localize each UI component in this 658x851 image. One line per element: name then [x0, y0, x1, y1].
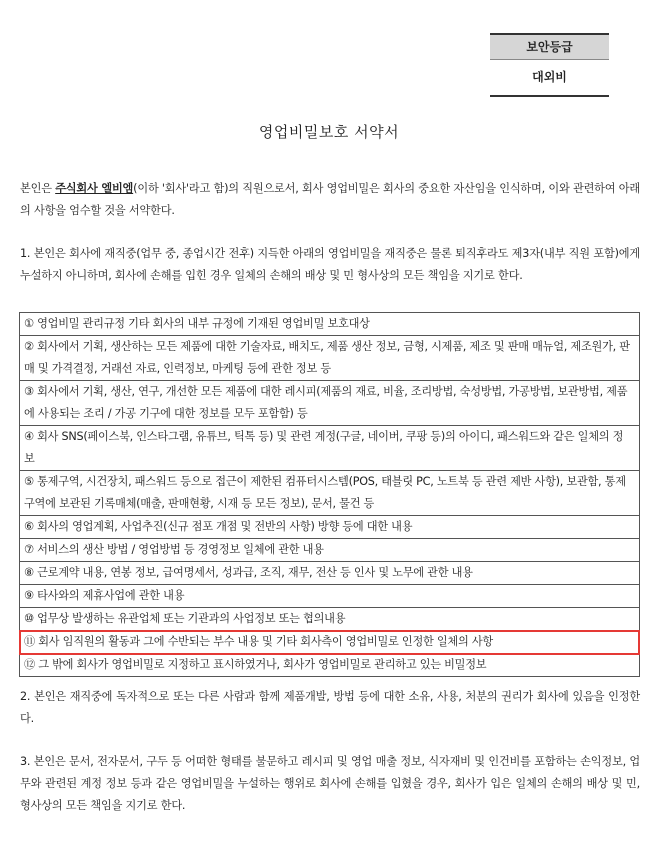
secret-items-box: [19, 312, 640, 677]
list-item: ⑩ 업무상 발생하는 유관업체 또는 기관과의 사업정보 또는 협의내용: [20, 608, 639, 631]
list-item: ② 회사에서 기획, 생산하는 모든 제품에 대한 기술자료, 배치도, 제품 생산 정보, 금형, 시제품, 제조 및 판매 매뉴얼, 제조원가, 판매 및 가격결정, 거래선 자료, 인력정보, 마케팅 등에 관한 정보 등: [20, 336, 639, 381]
clause-2: 2. 본인은 재직중에 독자적으로 또는 다른 사람과 함께 제품개발, 방법 등에 대한 소유, 사용, 처분의 권리가 회사에 있음을 인정한다.: [20, 690, 640, 725]
security-grade-value: 대외비: [532, 70, 567, 84]
list-item: ⑧ 근로계약 내용, 연봉 정보, 급여명세서, 성과급, 조직, 재무, 전산 등 인사 및 노무에 관한 내용: [20, 562, 639, 585]
intro-post: (이하 '회사'라고 함)의 직원으로서, 회사 영업비밀은 회사의 중요한 자산임을 인식하며, 이와 관련하여 아래의 사항을 엄수할 것을 서약한다.: [20, 182, 640, 217]
list-item: ① 영업비밀 관리규정 기타 회사의 내부 규정에 기재된 영업비밀 보호대상: [20, 313, 639, 336]
list-item: ⑥ 회사의 영업계획, 사업추진(신규 점포 개점 및 전반의 사항) 방향 등에 대한 내용: [20, 516, 639, 539]
security-grade-label: 보안등급: [490, 35, 609, 60]
company-name: 주식회사 엘비엠: [55, 182, 134, 195]
list-item: ④ 회사 SNS(페이스북, 인스타그램, 유튜브, 틱톡 등) 및 관련 계정(구글, 네이버, 쿠팡 등)의 아이디, 패스워드와 같은 일체의 정보: [20, 426, 639, 471]
document-title: 영업비밀보호 서약서: [258, 123, 400, 141]
list-item: ⑤ 통제구역, 시건장치, 패스워드 등으로 접근이 제한된 컴퓨터시스템(POS, 태블릿 PC, 노트북 등 관련 제반 사항), 보관함, 통제구역에 보관된 기록매체(매출, 판매현황, 시재 등 모든 정보), 문서, 물건 등: [20, 471, 639, 516]
intro-paragraph: [20, 178, 640, 222]
list-item: ③ 회사에서 기획, 생산, 연구, 개선한 모든 제품에 대한 레시피(제품의 재료, 비율, 조리방법, 숙성방법, 가공방법, 보관방법, 제품에 사용되는 조리 / 가공 기구에 대한 정보를 모두 포함함) 등: [20, 381, 639, 426]
highlighted-list-item: ⑪ 회사 임직원의 활동과 그에 수반되는 부수 내용 및 기타 회사측이 영업비밀로 인정한 일체의 사항: [20, 631, 639, 654]
list-item: ⑫ 그 밖에 회사가 영업비밀로 지정하고 표시하였거나, 회사가 영업비밀로 관리하고 있는 비밀정보: [24, 658, 487, 671]
clause-3: 3. 본인은 문서, 전자문서, 구두 등 어떠한 형태를 불문하고 레시피 및 영업 매출 정보, 식자재비 및 인건비를 포함하는 손익정보, 업무와 관련된 계정 정보 등과 같은 영업비밀을 누설하는 행위로 회사에 손해를 입혔을 경우, 회사가 입은 일체의 손해의 배상 및 민, 형사상의 모든 책임을 지기로 한다.: [20, 755, 640, 812]
security-grade-box: [490, 33, 609, 97]
list-item: ⑨ 타사와의 제휴사업에 관한 내용: [20, 585, 639, 608]
list-item: ⑦ 서비스의 생산 방법 / 영업방법 등 경영정보 일체에 관한 내용: [20, 539, 639, 562]
clause-1: 1. 본인은 회사에 재직중(업무 중, 종업시간 전후) 지득한 아래의 영업비밀을 재직중은 물론 퇴직후라도 제3자(내부 직원 포함)에게 누설하지 아니하며, 회사에 손해를 입힌 경우 일체의 손해의 배상 및 민 형사상의 모든 책임을 지기로 한다.: [20, 247, 640, 282]
intro-pre: 본인은: [20, 182, 56, 195]
